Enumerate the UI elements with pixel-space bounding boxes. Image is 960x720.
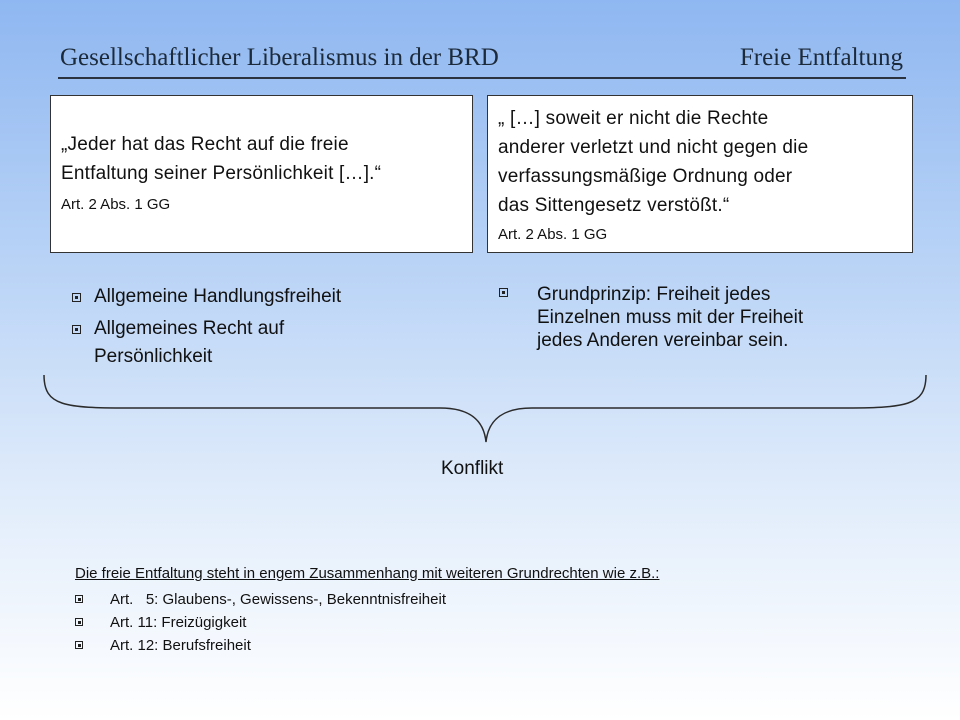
quote-box-left bbox=[50, 95, 473, 253]
slide-title-right: Freie Entfaltung bbox=[739, 44, 903, 71]
conflict-label: Konflikt bbox=[441, 458, 504, 479]
footnote-item: Art. 12: Berufsfreiheit bbox=[110, 637, 251, 654]
quote-text-right bbox=[498, 104, 902, 220]
quote-source-left: Art. 2 Abs. 1 GG bbox=[61, 196, 171, 213]
quote-line: verfassungsmäßige Ordnung oder bbox=[498, 166, 793, 187]
bullet-text: Grundprinzip: Freiheit jedes bbox=[537, 284, 771, 305]
list-item bbox=[72, 283, 452, 311]
list-item bbox=[72, 315, 452, 371]
quote-source-right: Art. 2 Abs. 1 GG bbox=[498, 226, 608, 243]
list-item bbox=[75, 611, 446, 634]
bullet-text: Einzelnen muss mit der Freiheit bbox=[537, 307, 804, 328]
footnote-list bbox=[75, 588, 446, 657]
square-bullet-icon bbox=[72, 325, 81, 334]
bullet-text: Allgemeine Handlungsfreiheit bbox=[94, 286, 342, 307]
bullet-text: jedes Anderen vereinbar sein. bbox=[537, 330, 789, 351]
list-item bbox=[75, 634, 446, 657]
left-bullet-list bbox=[72, 283, 452, 375]
square-bullet-icon bbox=[75, 618, 83, 626]
quote-box-right bbox=[487, 95, 913, 253]
bullet-text: Allgemeines Recht auf bbox=[94, 318, 285, 339]
square-bullet-icon bbox=[499, 288, 508, 297]
curly-brace bbox=[40, 372, 930, 444]
quote-line: das Sittengesetz verstößt.“ bbox=[498, 195, 730, 216]
footnote-item: Art. 5: Glaubens-, Gewissens-, Bekenntnisfreiheit bbox=[110, 591, 446, 608]
slide-title-left: Gesellschaftlicher Liberalismus in der BRD bbox=[60, 44, 499, 71]
quote-text-left bbox=[61, 130, 462, 188]
quote-line: „Jeder hat das Recht auf die freie bbox=[61, 134, 349, 155]
bullet-text: Persönlichkeit bbox=[94, 346, 213, 367]
square-bullet-icon bbox=[75, 595, 83, 603]
square-bullet-icon bbox=[75, 641, 83, 649]
list-item bbox=[499, 283, 899, 352]
title-divider bbox=[58, 77, 906, 79]
quote-line: anderer verletzt und nicht gegen die bbox=[498, 137, 809, 158]
quote-line: „ […] soweit er nicht die Rechte bbox=[498, 108, 769, 129]
footnote-item: Art. 11: Freizügigkeit bbox=[110, 614, 247, 631]
list-item bbox=[75, 588, 446, 611]
square-bullet-icon bbox=[72, 293, 81, 302]
quote-line: Entfaltung seiner Persönlichkeit […].“ bbox=[61, 163, 382, 184]
footnote-heading: Die freie Entfaltung steht in engem Zusammenhang mit weiteren Grundrechten wie z.B.: bbox=[75, 565, 660, 582]
right-bullet-list bbox=[499, 283, 899, 352]
